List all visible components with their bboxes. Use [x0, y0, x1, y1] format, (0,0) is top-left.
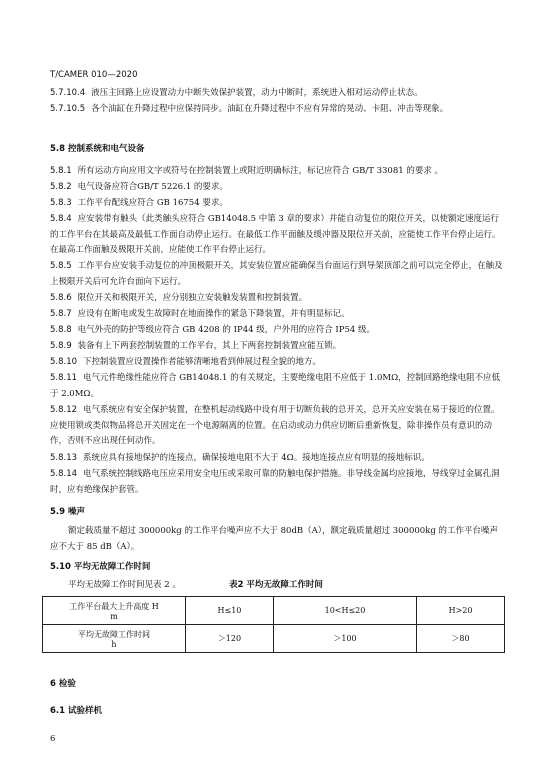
clause-text: 液压主回路上应设置动力中断失效保护装置，动力中断时，系统进入相对运动停止状态。: [91, 88, 423, 98]
section-6-heading: 6 检验: [50, 679, 76, 689]
cell-line: m: [110, 611, 118, 621]
clause-text: 下控制装置应设置操作者能够清晰地看到伸展过程全貌的地方。: [83, 357, 322, 367]
clause-number: 5.8.10: [50, 357, 78, 367]
clause-number: 5.8.9: [50, 341, 72, 351]
clause-text: 应设有在断电或发生故障时在地面操作的紧急下降装置，并有明显标记。: [77, 309, 350, 319]
clause-text: 电气元件绝缘性能应符合 GB14048.1 的有关规定，主要绝缘电阻不应低于 1.0MΩ，控制回路绝缘电阻不应低于 2.0MΩ。: [50, 373, 501, 399]
cell-line: 工作平台最大上升高度 H: [69, 601, 159, 611]
clause-text: 电气系统应有安全保护装置，在整机起动线路中设有用于切断负载的总开关，总开关应安装在易于接近的位置。应使用锁或类似物品将总开关固定在一个电源隔离的位置。在启动或动力供应切断后重新恢复，除非操作员有意识的动作，否则不应出现任何动作。: [50, 405, 500, 446]
clause-number: 5.7.10.5: [50, 104, 86, 114]
clause-5-8-8: [50, 323, 505, 339]
table-row: [43, 625, 505, 653]
clause-number: 5.8.6: [50, 293, 72, 303]
table-caption: 表2 平均无故障工作时间: [229, 580, 323, 590]
clause-5-8-3: [50, 196, 505, 212]
clause-text: 电气设备应符合GB/T 5226.1 的要求。: [77, 182, 228, 192]
clause-text: 电气外壳的防护等级应符合 GB 4208 的 IP44 级，户外用的应符合 IP54 级。: [77, 325, 376, 335]
section-6-1-heading: 6.1 试验样机: [50, 706, 103, 716]
clause-number: 5.8.14: [50, 469, 78, 479]
mtbf-table: [42, 596, 505, 653]
clause-number: 5.8.11: [50, 373, 78, 383]
clause-5-8-9: [50, 339, 505, 355]
clause-number: 5.8.12: [50, 405, 78, 415]
section-5-10-heading: 5.10 平均无故障工作时间: [50, 562, 151, 572]
clause-5-8-2: [50, 180, 505, 196]
table-cell: ＞120: [186, 625, 274, 653]
clause-5-8-14: [50, 467, 505, 498]
table-cell: H≤10: [186, 597, 274, 625]
clause-5-7-10-5: [50, 102, 505, 118]
clause-text: 所有运动方向应用文字或符号在控制装置上或附近明确标注，标记应符合 GB/T 33081 的要求 。: [77, 166, 444, 176]
clause-text: 限位开关和极限开关，应分别独立安装触发装置和控制装置。: [77, 293, 308, 303]
clause-number: 5.8.5: [50, 261, 72, 271]
clause-text: 装备有上下两套控制装置的工作平台，其上下两套控制装置应能互锁。: [77, 341, 342, 351]
cell-line: 平均无故障工作时间: [78, 629, 150, 639]
clause-text: 应安装带有触头（此类触头应符合 GB14048.5 中第 3 章的要求）并能自动复位的限位开关，以使额定速度运行的工作平台在其最高及最低工作面自动停止运行。在最低工作平面触及缓冲器及限位开关前，应能使工作平台停止运行。在最高工作面触及极限开关前，应能使工作平台停止运行。: [50, 214, 501, 255]
clause-text: 电气系统控制线路电压应采用安全电压或采取可靠的防触电保护措施。非导线金属均应接地，导线穿过金属孔洞时，应有绝缘保护套管。: [50, 469, 500, 495]
clause-5-8-1: [50, 164, 505, 180]
section-5-8-heading: 5.8 控制系统和电气设备: [50, 144, 145, 154]
table-cell: H>20: [417, 597, 505, 625]
clause-number: 5.8.2: [50, 182, 72, 192]
clause-5-7-10-4: [50, 86, 505, 102]
table-row: [43, 597, 505, 625]
clause-5-8-13: [50, 451, 505, 467]
document-header: T/CAMER 010—2020: [50, 70, 138, 80]
clause-text: 系统应具有接地保护的连接点，确保接地电阻不大于 4Ω。接地连接点应有明显的接地标识。: [83, 453, 430, 463]
section-5-9-text: 额定载质量不超过 300000kg 的工作平台噪声应不大于 80dB（A），额定载质量超过 300000kg 的工作平台噪声应不大于 85 dB（A）。: [50, 526, 498, 552]
section-5-9-heading: 5.9 噪声: [50, 507, 86, 517]
clause-5-8-7: [50, 307, 505, 323]
table-cell: ＞80: [417, 625, 505, 653]
section-5-10-text: 平均无故障工作时间见表 2 。: [68, 580, 181, 590]
clause-number: 5.8.3: [50, 198, 72, 208]
clause-number: 5.8.4: [50, 214, 72, 224]
cell-line: h: [111, 639, 117, 649]
clause-text: 各个油缸在升降过程中应保持同步。油缸在升降过程中不应有异常的晃动、卡阻、冲击等现象。: [91, 104, 449, 114]
clause-5-8-11: [50, 371, 505, 402]
page-number: 6: [50, 734, 56, 744]
clause-number: 5.8.13: [50, 453, 78, 463]
clause-5-8-12: [50, 403, 505, 450]
clause-number: 5.8.1: [50, 166, 72, 176]
clause-5-8-10: [50, 355, 505, 371]
table-header-cell: [43, 625, 186, 653]
clause-text: 工作平台配线应符合 GB 16754 要求。: [77, 198, 228, 208]
clause-number: 5.8.8: [50, 325, 72, 335]
clause-5-8-4: [50, 212, 505, 259]
clause-5-8-6: [50, 291, 505, 307]
table-cell: ＞100: [273, 625, 416, 653]
table-header-cell: [43, 597, 186, 625]
clause-5-8-5: [50, 259, 505, 290]
clause-number: 5.8.7: [50, 309, 72, 319]
table-cell: 10<H≤20: [273, 597, 416, 625]
clause-number: 5.7.10.4: [50, 88, 86, 98]
clause-text: 工作平台应安装手动复位的冲顶极限开关，其安装位置应能确保当台面运行到导架顶部之前可以完全停止，在触及上极限开关后可允许台面向下运行。: [50, 261, 503, 287]
